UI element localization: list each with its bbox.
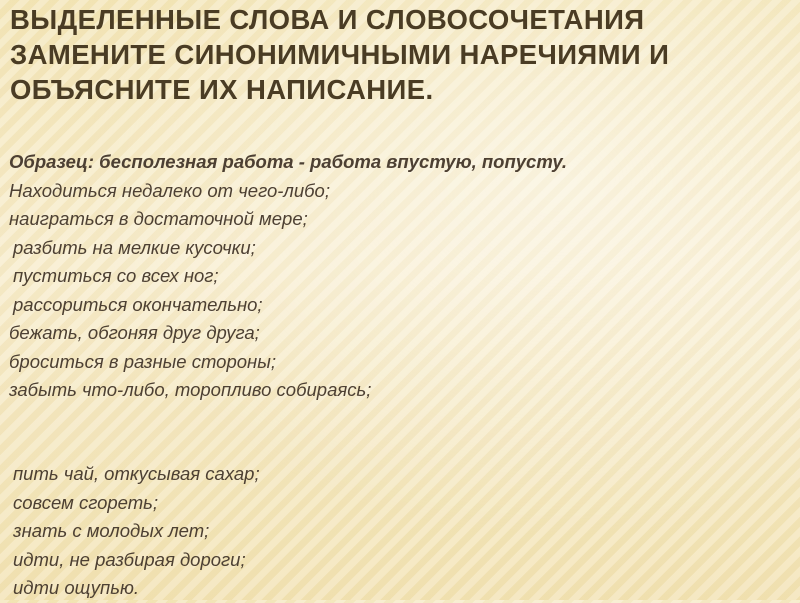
exercise-item: Находиться недалеко от чего-либо; xyxy=(9,179,330,201)
slide-title xyxy=(10,2,770,107)
title-line: ВЫДЕЛЕННЫЕ СЛОВА И СЛОВОСОЧЕТАНИЯ xyxy=(10,4,645,35)
exercise-item: знать с молодых лет; xyxy=(13,520,210,541)
exercise-item: пить чай, откусывая сахар; xyxy=(13,463,260,484)
exercise-item: совсем сгореть; xyxy=(13,491,159,513)
exercise-item: забыть что-либо, торопливо собираясь; xyxy=(9,379,372,400)
title-line: ЗАМЕНИТЕ СИНОНИМИЧНЫМИ НАРЕЧИЯМИ И xyxy=(10,39,670,70)
exercise-item: идти ощупью. xyxy=(13,577,140,598)
sample-line: Образец: бесполезная работа - работа впустую, попусту. xyxy=(9,151,568,172)
exercise-item: разбить на мелкие кусочки; xyxy=(13,236,256,258)
exercise-item: наиграться в достаточной мере; xyxy=(9,208,308,229)
exercise-text xyxy=(9,148,789,405)
exercise-item: идти, не разбирая дороги; xyxy=(13,548,246,570)
exercise-text-second-group xyxy=(9,460,789,603)
exercise-item: пуститься со всех ног; xyxy=(13,265,219,286)
exercise-item: бежать, обгоняя друг друга; xyxy=(9,322,260,343)
title-line: ОБЪЯСНИТЕ ИХ НАПИСАНИЕ. xyxy=(10,74,434,105)
exercise-item: броситься в разные стороны; xyxy=(9,350,276,372)
exercise-item: рассориться окончательно; xyxy=(13,293,263,315)
